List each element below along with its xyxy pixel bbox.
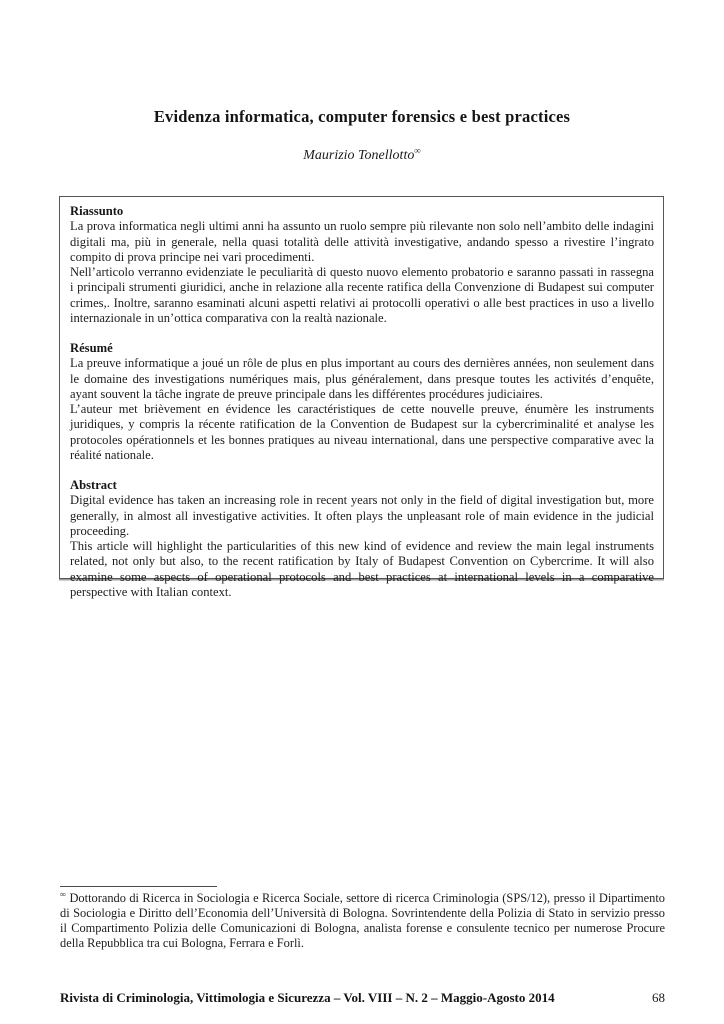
abstract-paragraph-1: Digital evidence has taken an increasing role in recent years not only in the field of digital investigation but, more generally, in almost all investigative activities. It often plays the unpleasant role of main evidence in the judicial proceeding. <box>70 493 654 538</box>
footnote-text: Dottorando di Ricerca in Sociologia e Ricerca Sociale, settore di ricerca Criminologia (SPS/12), presso il Dipartimento di Sociologia e Diritto dell’Economia dell’Università di Bologna. Sovrintendente della Polizia di Stato in servizio presso il Compartimento Polizia delle Comunicazioni di Bologna, analista forense e consulente tecnico per numerose Procure della Repubblica tra cui Bologna, Ferrara e Forlì. <box>60 891 665 951</box>
page-footer <box>60 990 665 1006</box>
abstract-paragraph-2: This article will highlight the particularities of this new kind of evidence and review the main legal instruments related, not only but also, to the recent ratification by Italy of Budapest Convention on Cybercrime. It will also examine some aspects of operational protocols and best practices at international levels in a comparative perspective with Italian context. <box>70 539 654 599</box>
author-name: Maurizio Tonellotto <box>303 148 415 163</box>
section-heading-abstract: Abstract <box>70 478 117 492</box>
footnote-mark: ∞ <box>60 888 67 899</box>
section-riassunto <box>70 204 654 326</box>
riassunto-paragraph-2: Nell’articolo verranno evidenziate le peculiarità di questo nuovo elemento probatorio e saranno passati in rassegna i principali strumenti giuridici, anche in relazione alla recente ratifica della Convenzione di Budapest sui computer crimes,. Inoltre, saranno esaminati alcuni aspetti relativi ai protocolli operativi o alle best practices in uso a livello internazionale in un’ottica comparativa con la realtà nazionale. <box>70 265 654 325</box>
author-line <box>0 145 724 164</box>
section-abstract <box>70 478 654 600</box>
section-heading-resume: Résumé <box>70 341 113 355</box>
section-resume <box>70 341 654 463</box>
resume-paragraph-1: La preuve informatique a joué un rôle de plus en plus important au cours des dernières années, non seulement dans le domaine des investigations numériques mais, plus généralement, dans presque toutes les activités d’enquête, ayant souvent la tâche ingrate de preuve principale dans les différentes procédures judiciaires. <box>70 356 654 401</box>
section-heading-riassunto: Riassunto <box>70 204 124 218</box>
journal-citation: Rivista di Criminologia, Vittimologia e Sicurezza – Vol. VIII – N. 2 – Maggio-Agosto 2014 <box>60 990 555 1005</box>
resume-paragraph-2: L’auteur met brièvement en évidence les caractéristiques de cette nouvelle preuve, énumère les instruments juridiques, y compris la récente ratification de la Convention de Budapest sur la cybercriminalité et analyse les protocoles opérationnels et les bonnes pratiques au niveau international, dans une perspective comparative avec la réalité nationale. <box>70 402 654 462</box>
page-number: 68 <box>652 990 665 1005</box>
footnote-separator-rule <box>60 886 217 887</box>
author-footnote-mark: ∞ <box>414 145 421 156</box>
article-title: Evidenza informatica, computer forensics e best practices <box>153 107 571 127</box>
footnote <box>60 888 665 951</box>
riassunto-paragraph-1: La prova informatica negli ultimi anni ha assunto un ruolo sempre più rilevante non solo nell’ambito delle indagini digitali ma, più in generale, nella quasi totalità delle attività investigative, andando spesso a rivestire l’ingrato compito di prova principe nei vari procedimenti. <box>70 219 654 264</box>
abstract-box <box>59 196 664 599</box>
